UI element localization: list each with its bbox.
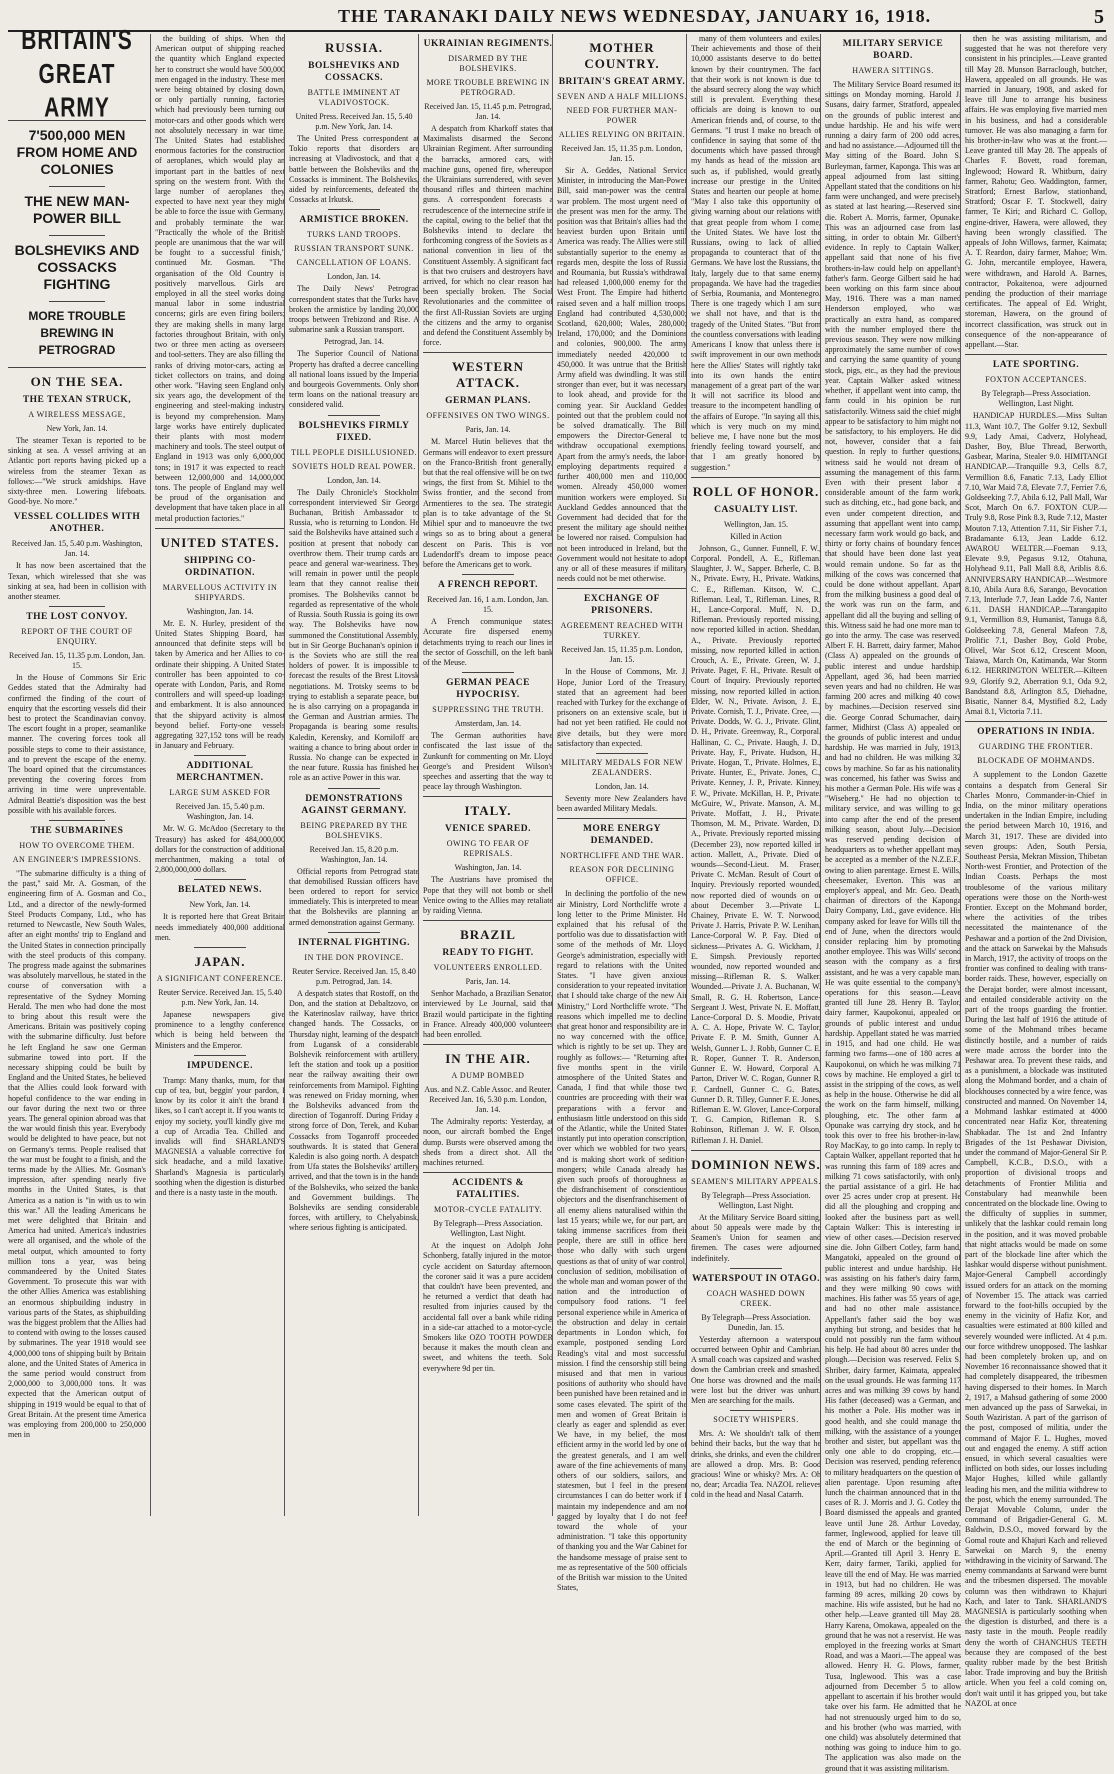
column-7 — [820, 34, 961, 1773]
article-text: A supplement to the London Gazette contains a despatch from General Sir Charles Monro, Commander-in-Chief in India, on the minor military operations undertaken in the Indian Empire, including the period between March 10, 1916, and March 31, 1917. These are divided into seven groups: Aden, South Persia, Southeast Persia, Mekran Mission, Thibetan North-west Frontier, and Protection of the Indian Coasts. Perhaps the most troublesome of the various military operations were those on the North-west Frontier. Except on the Mohmand border, where the activities of the tribes necessitated the maintenance of the Peshawar and a portion of the 2nd Division, and the attack on Sarwekai by the Mahsuds in March, 1917, the activity of troops on the frontier was confined to dealing with trans-border raids. These, however, especially on the Derajat border, were almost incessant, and entailed considerable activity on the part of the troops guarding the frontier. During the last half of 1916 the attitude of some of the Mohmand tribes became distinctly hostile, and a number of raids were made across the border into the Peshawar area. To prevent these raids, and as a punishment, a blockade was instituted along the Mohmand border, and a chain of blockhouses connected by a wire fence, was constructed and manned. On November 14, a Mohmand lashkar estimated at 4000 concentrated near Hafiz Kor, threatening Shabkadar. The 1st and 2nd Infantry Brigades of the 1st Peshawar Division, under the command of Major-General Sir P. Campbell, K.C.B., D.S.O., with a proportion of divisional troops and detachments of Frontier Militia and Constabulary had meanwhile been concentrated on the blockade line. Owing to the difficulty of supplies in summer, unlikely that the lashkar could remain long in the position, and it was moved probable that night attacks would be made on some part of the blockade line after which the lashkar would disperse without punishment. Major-General Campbell accordingly issued orders for an attack on the morning of November 15. The attack was carried forward to the foot-hills occupied by the enemy in the vicinity of Hafiz Kor, and casualties were estimated at 800 killed and severely wounded were inflicted. At 4 p.m. our force withdrew unopposed. The lashkar had been completely broken up, and on November 16 reconnaissance showed that it had completely disappeared, the tribesmen having dispersed to their homes. In March 2, 1917, a Mahsud gathering of some 2000 men advanced up the pass of Sarwekai, in South Waziristan. A part of the garrison of the post, composed of militia, under the command of Major F. L. Hughes, moved out and engaged the enemy. A stiff action ensued, in which several casualties were inflicted on both sides, our losses including Major Hughes, killed while gallantly leading his men, and the militia withdrew to the post, which the enemy surrounded. The Derajat Movable Column, under the command of Brigadier-General G. M. Baldwin, D.S.O., moved forward by the Gomal route and Khajuri Kach and relieved Sarwekai on March 9, the enemy withdrawing in the vicinity of Sarwand. The enemy commandants at Sarwand were burnt and the tribesmen dispersed. The movable column was then withdrawn to Khajuri Kach, and later to Tank. SHARLAND'S MAGNESIA is particularly soothing when the digestion is disturbed, and there is a nasty taste in the mouth. People readily deny the worth of CHANCHUS TEETH because they are composed of the best quality rubber made by the best British labor. Trade improving and buy the British article. When you feel a cold coming on, don't wait until it has gripped you, but take NAZOL at once — [965, 770, 1107, 1708]
subheading-reprisals: OWING TO FEAR OF REPRISALS. — [446, 839, 530, 859]
subheading-allies-relying: ALLIES RELYING ON BRITAIN. — [558, 130, 686, 139]
section-heading-air: IN THE AIR. — [445, 1051, 531, 1067]
subheading-transport: RUSSIAN TRANSPORT SUNK. — [294, 244, 414, 254]
article-text: It has now been ascertained that the Texan, which wirelessed that she was sinking at sea, had been in collision with another steamer. — [8, 561, 146, 602]
headline-man-power-bill: THE NEW MAN-POWER BILL — [24, 193, 130, 226]
subheading-energy: MORE ENERGY DEMANDED. — [582, 824, 662, 847]
subheading-court: REPORT OF THE COURT OF ENQUIRY. — [21, 627, 133, 647]
dateline: United Press. Received Jan. 15, 5.40 p.m. New York, Jan. 14. — [295, 112, 413, 131]
subheading-fixed: BOLSHEVIKS FIRMLY FIXED. — [298, 420, 410, 443]
casualty-list: Johnson, G., Gunner. Funnell, F. W., Corporal. Pondell, A. E., Rifleman. Slaughter, J. W., Sapper. Brherle, C. B. N., Private. Ewry, H., Private. Watkins, C. E., Rifleman. Kitson, W. C., Rifleman. Leal, T., Rifleman. Lines, R. H., Lance-Corporal. Muff, N. D., Rifleman. Previously reported missing, now reported killed in action. Sheddan, A., Private. Previously reported missing, now reported killed in action. Crouch, A. E., Private. Green, W. J., Private. Paget, F. H., Private. Result of Court of Inquiry. Previously reported missing, now reported killed in action. Elder, W. N., Private. Avison, J. E., Private. Cornish, T. J., Private. Cree, —, Private. Dodds, W. G. J., Private. Glint, D. H., Private. Greenway, R., Corporal. Hallinan, C. C., Private. Haugh, J. D., Private. Hay, F., Private. Hudson, H., Private. Hogan, T., Private. Holmes, E., Private. Hunter, E., Private. Jones, C., Private. Kenney, J. P., Private. Kinney, F. W., Private. McKillan, H. P., Private. McGuire, W., Private. Manson, A. M., Private. Moffatt, J. H., Private. Thomson, M. M., Private. Warden, D. A., Private. Previously reported missing (December 23), now reported killed in action. Mallett, A., Private. Died of wounds—Second-Lieut. M. Fraser, Private C. McMan. Result of Court of Inquiry. Previously reported wounded, now reported died of wounds on or about December 3.—Private L. Chainey, Private E. W. T. Norwood, Private J. Harris, Private P. W. Lenihan, Lance-Corporal W. P. Fay. Died of sickness—Privates A. G. Wickham, J. E. Simpsh. Previously reported wounded, now reported wounded and missing—Rifleman R. S. Walker. Wounded.—Private J. A. Buchanan, W. Small, R. G. H. Robertson, Lance-Sergeant J. West, Private N. E. Moffatt, Lance-Corporal D. S. Moodie, Private A. C. A. Hope, Private W. C. Taylor, Private F. P. M. Smith, Gunner A. Welsh, Gunner L. J. Robb, Gunner C. E. R. Roper, Gunner T. R. Anderson, Gunner E. W. Howard, Corporal A. Parton, Driver W. C. Rogan, Gunner R. F. Cardnell, Gunner C. G. Bates, Gunner D. R. Tilley, Gunner F. E. Jones, Rifleman E. W. Glover, Lance-Corporal T. G. Campion, Rifleman R. S. Robinson, Rifleman J. W. F. Olson, Rifleman J. H. Daniel. — [691, 543, 821, 1145]
subheading-demonstrations: DEMONSTRATIONS AGAINST GERMANY. — [301, 793, 407, 816]
article-text: Yesterday afternoon a waterspout occurred between Ophir and Cambrian. A small coach was capsized and washed down the Cambrian creek and smashed. One horse was drowned and the mails were lost but the driver was unhurt. Men are searching for the mails. — [691, 1334, 821, 1405]
subheading-killed: Killed in Action — [730, 531, 782, 541]
article-text: Seventy more New Zealanders have been awarded Military Medals. — [557, 793, 687, 814]
article-text: Mr. W. G. McAdoo (Secretary to the Treasury) has asked for 484,000,000 dollars for the construction of additional merchantmen, making a total of 2,800,000,000 dollars. — [155, 824, 285, 875]
page-number: 5 — [1094, 6, 1104, 28]
dateline: Washington, Jan. 14. — [454, 863, 522, 873]
subheading-merchantmen: ADDITIONAL MERCHANTMEN. — [176, 761, 264, 784]
subheading-frontier: GUARDING THE FRONTIER. — [978, 742, 1094, 752]
article-text: Sir A. Geddes, National Service Minister, in introducing the Man-Power Bill, said man-power was the central war problem. The most urgent need of the present was men for the army. The position was that Britain's allies had the heaviest burden upon Britain until America was ready. The Allies were still substantially superior to the enemy as regards men, despite the loss of Russia and Roumania, but Russia's withdrawal had released 1,000,000 enemy for the West Front. The Empire had hitherto raised seven and a half million troops. England had contributed 4,530,000; Scotland, 620,000; Wales, 280,000; Ireland, 170,000; and the Dominions and colonies, 900,000. The army immediately needed 420,000 to 450,000. It was untrue that the British Army afield was dwindling. It was still stronger than ever, but it was necessary to look ahead, and provide for the coming year. Sir Auckland Geddes pointed out that the problem could not be solved dramatically. The Bill empowers the Director-General to withdraw occupational exemptions. Apart from the army's needs, the labor-employing departments required a further 400,000 men and 110,000 women. Already 450,000 women munition workers were employed. Sir Auckland Geddes announced that the Government had decided that for the present the military age should neither be lowered nor raised. Compulsion had not been introduced in Ireland, but the Government would not hesitate to adopt any or all of these measures if military needs could not be met otherwise. — [557, 166, 687, 584]
subheading-medals: MILITARY MEDALS FOR NEW ZEALANDERS. — [561, 757, 683, 777]
article-text: At the Military Service Board sitting, about 50 appeals were made by the Seamen's Union for seamen and firemen. The cases were adjourned indefinitely. — [691, 1212, 821, 1263]
dateline: Aus. and N.Z. Cable Assoc. and Reuter. Received Jan. 16, 5.30 p.m. London, Jan. 14. — [424, 1085, 552, 1115]
section-heading-mother-country: MOTHER COUNTRY. — [584, 40, 660, 71]
subheading-ukrainian: UKRAINIAN REGIMENTS. — [423, 39, 553, 49]
column-5 — [552, 34, 687, 1593]
article-text: The Daily News' Petrograd correspondent states that the Turks have broken the armistice by landing 20,000 troops between Trebizond and Rise. A submarine sank a Russian transport. — [289, 284, 419, 335]
subheading-lost-convoy: THE LOST CONVOY. — [26, 612, 128, 623]
article-text: "The submarine difficulty is a thing of the past," said Mr. A. Gosman, of the engineering firm of A. Gosman and Co., Ltd., and a director of the newly-formed Steel Products Company, Ltd., who has returned to Newcastle, New South Wales, after an eight months' trip to England and the United States in connection principally with the steel products of this company. The progress made against the submarines was absolutely marvellous, he stated in the course of conversation with a representative of the Sydney Morning Herald. The men who had done the most to bring about this result were the Americans. Britain was positively coping with the submarine difficulty. Just before he left England he saw one German submarine towed into port. If the necessary shipping could be built by England and the United States, he believed that the Allies could look forward with hopeful confidence to the war ending in our favor during the next two or three years. The general opinion abroad was that the war would finish this year. Everybody would be delighted to have peace, but not on Germany's terms. People realised that the war must be fought to a finish, and the terms made by the Allies. Mr. Gosman's impression, after spending nearly five months in the United States, is that America as a nation is "in with us to win this war." All the leading Americans he met were delighted that Britain and America had united. America's industries were all organised, and the whole of the metal output, which amounted to forty million tons a year, was being commandeered by the United States Government. To prosecute this war with the other Allies America was establishing an enormous shipbuilding industry in various parts of the States, as shipbuilding was the biggest problem that the Allies had to contend with owing to the losses caused by submarines. The year 1918 would see 4,000,000 tons of shipping built by Britain alone, and the United States of America in the same period would construct from 2,000,000 to 3,000,000 tons. It was expected that the American output of shipping in 1919 would be equal to that of Great Britain. At the present time America was employing from 200,000 to 250,000 men in — [8, 869, 146, 1440]
subheading-wireless: A WIRELESS MESSAGE, — [28, 410, 126, 419]
dateline: Received Jan. 15, 8.20 p.m. Washington, Jan. 14. — [309, 844, 399, 864]
subheading-venice: VENICE SPARED. — [444, 824, 531, 835]
subheading-india: OPERATIONS IN INDIA. — [977, 727, 1095, 738]
subheading-hypocrisy: GERMAN PEACE HYPOCRISY. — [446, 678, 530, 701]
article-text: The Superior Council of National Property has drafted a decree cancelling all national loans issued by the Imperial and bourgeois Governments. Only short term loans on the national treasury are considered valid. — [289, 349, 419, 410]
article-text: Official reports from Petrograd state that demobilised Russian officers have been ordered to report for service immediately. This is interpreted to mean that the Bolsheviks are planning an armed demonstration against Germany. — [289, 866, 419, 927]
subheading-late-sporting: LATE SPORTING. — [992, 360, 1080, 371]
subheading-great-army: BRITAIN'S GREAT ARMY. — [558, 77, 686, 87]
subheading-don: IN THE DON PROVINCE. — [304, 952, 404, 962]
dateline: London, Jan. 14. — [595, 781, 649, 791]
article-text: M. Marcel Hutin believes that the Germans will endeavor to exert pressure on the Franco-British front generally, but that the real offensive will be on two wings, the first from St. Mihiel to the Swiss frontier, and the second from Armentieres to the sea. The strategic plan is to take advantage of the St. Mihiel spur and to manoeuvre the two wings so as to bring about a general descent on Paris. This is von Ludendorff's dream to impose peace before the Americans get to work. — [423, 437, 553, 569]
column-4 — [418, 34, 553, 1516]
subheading-brewing: MORE TROUBLE BREWING IN PETROGRAD. — [426, 78, 550, 97]
article-text: Japanese newspapers give prominence to a lengthy conference which is being held between the Ministers and the Emperor. — [155, 1010, 285, 1050]
subheading-bolsheviks-cossacks: BOLSHEVIKS AND COSSACKS. — [308, 61, 400, 83]
dateline: By Telegraph—Press Association. Wellington, Last Night. — [701, 1190, 811, 1210]
subheading-seamen: SEAMEN'S MILITARY APPEALS. — [691, 1176, 821, 1186]
article-text: In the House of Commons, Mr. J. Hope, Junior Lord of the Treasury, stated that an agreement had been reached with Turkey for the exchange of prisoners on an extensive scale, but it had not yet been ratified. He could not give details, but they were more satisfactory than expected. — [557, 667, 687, 748]
dateline: London, Jan. 14. — [327, 475, 381, 485]
subheading-dump: A DUMP BOMBED — [451, 1071, 525, 1081]
column-2 — [150, 34, 285, 1516]
subheading-loans: CANCELLATION OF LOANS. — [296, 258, 412, 268]
dateline: Reuter Service. Received Jan. 15, 5.40 p.m. New York, Jan. 14. — [158, 988, 282, 1008]
dateline: By Telegraph—Press Association. Wellington, Last Night. — [981, 389, 1091, 409]
subheading-waterspout: WATERSPOUT IN OTAGO. — [692, 1273, 820, 1284]
subheading-declining: REASON FOR DECLINING OFFICE. — [569, 865, 675, 885]
subheading-turks: TURKS LAND TROOPS. — [307, 230, 401, 240]
section-heading-western: WESTERN ATTACK. — [451, 359, 525, 391]
dateline: Paris, Jan. 14. — [465, 425, 511, 435]
article-text: The Daily Chronicle's Stockholm correspondent interviewed Sir George Buchanan, British Ambassador to Russia, who is returning to London. He said the Bolsheviks have attained such a position at present that nobody can overthrow them. Their trump cards are peace and general war-weariness. They will remain in power until the people learn that they cannot realise their promises. The Bolsheviks cannot be regarded as representative of the whole of Russia. South Russia is going its own way. The Bolsheviks have now summoned the Constitutional Assembly, but in Sir George Buchanan's opinion it is the Soviets who are still the real holders of power. It is impossible to forecast the results of the Brest Litovsk negotiations. M. Trotsky seems to be trying to establish a separate peace, but he is also carrying on a propaganda in the German and Austrian armies. The Propaganda is bearing some results. Kaledin, Kerensky, and Korniloff are waiting a chance to bring about order in Russia. No change can be expected in the near future. Russia has finished her role as an active Power in this war. — [289, 487, 419, 783]
dateline: Received Jan. 15, 11.35 p.m. London, Jan. 15. — [561, 645, 683, 665]
article-text: The United Press correspondent at Tokio reports that disorders are increasing at Vladivostock, and that a battle between the Bolsheviks and the Cossacks is imminent. The Bolsheviks, aided by reinforcements, defeated the Cossacks at Irkutsk. — [289, 134, 419, 205]
section-heading-dominion: DOMINION NEWS. — [691, 1156, 821, 1172]
subheading-submarines: THE SUBMARINES — [30, 826, 124, 837]
dateline: Paris, Jan. 14. — [465, 977, 511, 987]
subheading-belated: BELATED NEWS. — [178, 885, 262, 896]
article-text: Mr. E. N. Hurley, president of the United States Shipping Board, has announced that definite steps will be taken by America and her Allies to co-ordinate their shipping. A United States controller has been appointed to co-operate with London, Paris, and Rome controllers and will speed-up loadings and embarkment. It is also announced that the shipyard activity is almost beyond belief. Forty-one vessels aggregating 327,152 tons will be ready in January and February. — [155, 618, 285, 751]
article-text: The Admiralty reports: Yesterday, at noon, our aircraft bombed the Engel dump. Bursts were observed among the sheds from a direct shot. All the machines returned. — [423, 1117, 553, 1167]
masthead — [8, 6, 1106, 32]
column-8 — [960, 34, 1107, 1708]
article-text: In the House of Commons Sir Eric Geddes stated that the Admiralty had confirmed the finding of the court of enquiry that the escorting vessels did their best to protect the Scandinavian convoy. The escort fought in a proper, seamanlike manner. The covering forces took all possible steps to come to their assistance, and to prevent the escape of the enemy. The board opined that the circumstances preventing the covering forces from arriving in time were unpreventable. Admiral Beattie's disposition was the best possible with his available forces. — [8, 673, 146, 815]
article-text: The steamer Texan is reported to be sinking at sea. A vessel arriving at an Atlantic port reports having picked up a wireless from the steamer Texan as follows:—"We struck amidships. Have sixty-three men. Lowering lifeboats. Good-bye. No more." — [8, 436, 146, 507]
subheading-disillusioned: TILL PEOPLE DISILLUSIONED. — [291, 447, 417, 457]
subheading-internal: INTERNAL FIGHTING. — [298, 937, 410, 948]
section-heading-russia: RUSSIA. — [325, 40, 383, 55]
article-text: the building of ships. When the American output of shipping reached the quantity which England expected her to construct she would have 500,000 men engaged in the industry. These men were being obtained by closing down, or only partially running, factories which had previously been turning out motor-cars and other goods which were not absolutely necessary in war time. The United States had established enormous factories for the construction of aeroplanes, which would play an important part in the battles of next spring on the western front. With the large number of aeroplanes they expected to have next year they might be able to force the issue with Germany, and probably terminate the war. "Practically the whole of the British people are unanimous that the war will be fought to a successful finish," continued Mr. Gosman. "The organisation of the Old Country is positively marvellous. Girls are employed in all the steel works doing manual labor in some industrial concerns; girls are even firing boilers; they are making shells in many large factories throughout Britain, with only two or three men acting as overseers and tool-setters. They are also filling the ranks of driving motor-cars, acting as ticket collectors on trains, and doing other work. "Having seen England only six years ago, the development of the engineering and steel-making industry is beyond my comprehension. Many large works have entirely duplicated their plants with most modern machinery and tools. The steel output of England in 1913 was only 6,000,000 tons; in 1917 it was expected to reach between 12,000,000 and 14,000,000 tons. The people of England may well be proud of the organisation and development that have taken place in all metal production factories." — [155, 34, 285, 523]
subheading-society: SOCIETY WHISPERS. — [713, 1415, 799, 1425]
subheading-battle: BATTLE IMMINENT AT VLADIVOSTOCK. — [307, 88, 401, 107]
column-1 — [8, 25, 146, 1516]
subheading-volunteers: VOLUNTEERS ENROLLED. — [433, 963, 543, 973]
subheading-msb: MILITARY SERVICE BOARD. — [842, 39, 944, 61]
subheading-impudence: IMPUDENCE. — [187, 1060, 253, 1071]
article-text: The German authorities have confiscated the last issue of the Zunkunft for commenting on Mr. Lloyd George's and President Wilson's speeches and asserting that the way to peace lay through Washington. — [423, 731, 553, 792]
subheading-armistice: ARMISTICE BROKEN. — [299, 215, 409, 226]
dateline: Amsterdam, Jan. 14. — [455, 719, 521, 729]
section-heading-sea: ON THE SEA. — [30, 374, 124, 389]
subheading-conference: A SIGNIFICANT CONFERENCE. — [156, 974, 284, 984]
subheading-vessel: VESSEL COLLIDES WITH ANOTHER. — [13, 512, 141, 535]
section-heading-italy: ITALY. — [464, 803, 512, 819]
subheading-millions: SEVEN AND A HALF MILLIONS. — [557, 92, 687, 101]
dateline: Washington, Jan. 14. — [186, 606, 254, 616]
dateline: Received Jan. 15, 5.40 p.m. Washington, Jan. 14. — [175, 802, 265, 822]
subheading-shipping: SHIPPING CO-ORDINATION. — [184, 555, 256, 578]
dateline: By Telegraph—Press Association. Dunedin, Jan. 15. — [701, 1312, 811, 1332]
article-text: A French communique states: Accurate fire dispersed enemy detachments trying to reach our lines in the sector of Gosschill, on the left bank of the Meuse. — [423, 617, 553, 667]
article-text: A despatch states that Rostoff, on the Don, and the station at Debaltzovo, on the Katerinoslav railway, have thrice changed hands. The Cossacks, on Thursday night, learning of the despatch from Lugansk of a considerable Bolshevik reinforcement with artillery, left the station and took up a position near the railway awaiting their own reinforcements from Marnipol. Fighting was renewed on Friday morning, when the Bolsheviks advanced from the direction of Toganroff. During Friday a strong force of Don, Terek, and Kuban Cossacks from Toganroff proceeded southwards. It is stated that General Kaledin is also going north. A despatch from Ufa states the Bolsheviks' artillery arrived, and that the town is in the hands of the Bolsheviks, who seized the banks and Government buildings. The Bolsheviks are sending considerable forces, with artillery, to Chelyabinsk, where serious fighting is anticipated. — [289, 988, 419, 1233]
dateline: New York, Jan. 14. — [189, 900, 251, 910]
subheading-coach: COACH WASHED DOWN CREEK. — [706, 1288, 806, 1308]
subheading-hawera: HAWERA SITTINGS. — [852, 66, 934, 75]
subheading-foxton: FOXTON ACCEPTANCES. — [985, 375, 1087, 385]
section-heading-united-states: UNITED STATES. — [160, 534, 280, 550]
dateline: By Telegraph—Press Association. Wellington, Last Night. — [433, 1219, 543, 1239]
dateline: Reuter Service. Received Jan. 15, 8.40 p.m. Petrograd, Jan. 14. — [292, 966, 416, 986]
dateline: Received Jan. 15, 11.35 p.m. London, Jan. 15. — [561, 144, 683, 163]
article-text: The Military Service Board resumed its sittings on Monday morning. Harold J. Susans, dairy farmer, Stratford, appealed on the grounds of public interest and undue hardship. He and his wife were running a dairy farm of 200 odd acres, and had no assistance.—Adjourned till the May sitting of the Board. John S. Burleyman, farmer, Kaponga. This was an appeal adjourned from last sitting. Appellant stated that the conditions on his farm were unchanged, and were precisely as stated at last hearing.—Reserved sine die. Robert A. Morris, farmer, Opunake. This was an adjourned case from last sitting, in order to obtain Mr. Gilbert's evidence. In reply to Captain Walker, appellant said that none of his five brothers-in-law could help on appellant's father's farm. George Gilbert said he had been working on this farm since about May, 1916. There was a man named Henderson employed, who was practically an extra hand, as compared with the number employed there the previous season. They were now milking approximately the same number of cows and carrying the same quantity of young stock, pigs, etc., as they had the previous year. Captain Walker asked witness whether, if appellant went into camp, the farm could in his opinion be run satisfactorily. Witness said the chief might appear to be satisfactory to him might not be satisfactory, to his employers. He did not, however, consider that a fair question. In reply to further questions, witness said he would not dream of assuming the management of this farm. Even with their present labor a considerable amount of the farm work, such as ditching, etc., had gone back, and even under competent direction, and assuming that appellant went into camp, necessary farm work would go back, and thirty or forty chains of boundary fences that should have been done last year would remain undone. So far as the milking of the cows was concerned that could be done without appellant. Apart from the milking business a good deal of the work was run on the farm, and appellant did all the buying and selling of this. Witness said he had one more man to go into the army. The case was reserved. Albert F. H. Barrett, dairy farmer, Mahoe (Class A) appealed on the grounds of public interest and undue hardship. Appellant, aged 36, had been married seven years and had no children. He was farming 200 acres and milking 40 cows by machines.—Decision reserved sine die. George Conrad Schumacher, dairy farmer, Midhirst (Class A) appealed on the grounds of public interest and undue hardship. He was married in July, 1913, and had no children. He was milking 32 cows by machine. So far as his nationality was concerned, his father was Swiss and his mother a German Pole. His wife was a "Wiseberg." He had no objection to military service, and was willing to go into camp after the end of the present milking season, about July.—Decision was reserved pending decision of headquarters as to whether appellant may be accepted as a member of the N.Z.E.F., owing to alien parentage. Ernest E. Wills, cheesemaker, Everton. This was an employer's appeal, and Mr. Geo. Death, chairman of directors of the Kaponga Dairy Company, Ltd., gave evidence. His company asked for leave for Wills till the end of June, when the directors would consider replacing him by promoting another employee. This was Wills' second season with the company as a first assistant, and he was a very capable man. He was quite essential to the company's operations for this season.—Leave granted till June 28. Henry B. Taylor, dairy farmer, Kaupokonui, appealed on grounds of public interest and undue hardship. Appellant stated he was married in 1915, and had one child. He was farming two farms—one of 180 acres at Kaupokonui, on which he was milking 71 cows by machine. He employed a girl to assist in the stripping of the cows, as well as help in the house. Otherwise he did all the work on the farm himself, milking, ploughing, etc. The other farm at Opunake was carrying dry stock, and he took this over to free his brother-in-law, Roy MacKay, to go into camp. In reply to Captain Walker, appellant reported that he was running this farm of 189 acres and milking 71 cows satisfactorily, with only the partial assistance of a girl. He had over 25 acres under crop at present. He did all the ploughing and cropping and looked after the business part as well. Captain Walker: This is interesting in view of other cases.—Decision reserved sine die. John Gilbert Cotley, farm hand, Mangatoki, appealed on the ground of public interest and undue hardship. He was assisting on his father's dairy farm, and they were milking 90 cows with machines. His father was 55 years of age, and had no other male assistance. Appellant's father said the boy was anything but strong, and besides that he could not possibly run the farm without his help. He had about 80 acres under the plough.—Decision was reserved. Felix S. Shriber, dairy farmer, Kaimata, appealed on the usual grounds. He was farming 117 acres and was milking 39 cows by hand. His father (deceased) was a German, and his mother a Pole. His mother was in good health, and she could manage the milking, with the assistance of a younger brother and sister, but appellant was the only one able to do cropping, etc.—Decision was reserved, pending reference to military headquarters on the question of alien parentage. Upon resuming after lunch the chairman announced that in the cases of R. J. Morris and J. G. Cotley the Board dismissed the appeals and granted leave until June 28. Arthur Loveday, farmer, Inglewood, applied for leave till the end of March or the beginning of April.—Granted till April 3. Henry E. Kerr, dairy farmer, Tariki, applied for leave till the end of May. He was married in 1913, but had no children. He was farming 89 acres, milking 20 cows by machine. His wife assisted, but he had no other help.—Leave granted till May 28. Harry Karena, Omokawa, appealed on the ground that he was not a reservist. He was employed in the freezing works at Smart Road, and was a Maori.—The appeal was allowed. Henry H. G. Plows, farmer, Tusa, Inglewood. This was a case adjourned from December 5 to allow appellant to ascertain if his brother would take over his farm. He admitted that he had not strenuously urged him to do so, and his brother (who was married, with one child) was absolutely determined that nothing was going to induce him to go. The application was also made on the ground that it was assisting militarism. — [825, 80, 961, 1773]
dateline: Wellington, Jan. 15. — [723, 519, 788, 529]
subheading-ready: READY TO FIGHT. — [442, 948, 534, 959]
subheading-large-sum: LARGE SUM ASKED FOR — [169, 788, 271, 798]
headline-great-army: BRITAIN'S GREAT ARMY — [21, 25, 133, 124]
section-heading-roll-of-honor: ROLL OF HONOR. — [692, 483, 820, 499]
subheading-shipyards: MARVELLOUS ACTIVITY IN SHIPYARDS. — [162, 582, 278, 602]
dateline: New York, Jan. 14. — [46, 424, 108, 433]
dateline: London, Jan. 14. — [327, 272, 381, 282]
subheading-man-power: NEED FOR FURTHER MAN-POWER — [566, 106, 678, 125]
subheading-texan: THE TEXAN STRUCK, — [22, 395, 132, 405]
dateline: Received Jan. 16, 1 a.m. London, Jan. 15. — [427, 595, 549, 615]
subheading-mohmands: BLOCKADE OF MOHMANDS. — [977, 756, 1095, 766]
subheading-disarmed: DISARMED BY THE BOLSHEVIKS. — [448, 54, 528, 73]
article-text: A despatch from Kharkoff states that Maximalists disarmed the Second Ukrainian Regiment. After surrounding the barracks, armored cars, with machine guns, opened fire, whereupon the Ukrainians surrendered, with seven thousand rifles and thirteen machine guns. A correspondent forecasts a recrudescence of the internecine strife in the capital, owing to the belief that the Bolsheviks intend to declare the forthcoming congress of the Soviets as a national convention in lieu of the Constituent Assembly. A significant fact is that two cruisers and destroyers have arrived, for which no clear reason has been specially broken. The Social Revolutionaries and the committee of the first All-Russian Soviets are urging the citizens and the army to organise and defend the Constituent Assembly by force. — [423, 124, 553, 348]
article-text: The Austrians have promised the Pope that they will not bomb or shell Venice owing to the Allies may retaliate by raiding Vienna. — [423, 875, 553, 915]
article-text: Tramp: Many thanks, mum, for that cup of tea, but, beggin' your pardon, I know by its color it ain't the brand I likes, so I can't accept it. If you wants to enjoy my society, you'll kindly give me a cup of Arcadia Tea. Chilled and invalids will find SHARLAND'S MAGNESIA a valuable corrective for sick headache, and a mild laxative. Sharland's Magnesia is particularly soothing when the digestion is disturbed and there is a nasty taste in the mouth. — [155, 1075, 285, 1198]
article-text: It is reported here that Great Britain needs immediately 400,000 additional men. — [155, 912, 285, 942]
subheading-suppressing: SUPPRESSING THE TRUTH. — [432, 705, 544, 715]
subheading-engineer: AN ENGINEER'S IMPRESSIONS. — [12, 855, 142, 865]
article-text: HANDICAP HURDLES.—Miss Sultan 11.3, Want 10.7, The Golfer 9.12, Sexbull 9.9, Lady Amai, Cadverz, Holyhead, Dasher, Boy, Blue Thread, Berworth, Gasbear, Marina, Stealer 9.0. HIMITANGI HANDICAP.—Tranquille 9.3, Cells 8.7, Vermillion 8.6, Fanatic 7.13, Lady Elliot 7.10, War Maid 7.8, Elevate 7.7, Ferrier 7.6, Goldseeking 7.7, Abila 6.12, Pall Mall, War Scot, March On 6.7. FOXTON CUP.—Truly 9.8, Rose Pink 8.3, Rude 7.12, Master Mouton 7.13, Attention 7.11, Sir Fisher 7.1, Bradamante 6.13, Jean Ladde 6.12. AWAROU WELTER.—Foeman 9.13, Elevate 9.9, Pegasus 9.12, Otahuna, Holyhead 9.11, Pall Mall 8.8, Ariblis 8.6. ANNIVERSARY HANDICAP.—Westmore 8.10, Abila Aura 8.6, Sarango, Bevocation 7.13, Interlude 7.7, Jean Ladde 7.6, Nanter 6.11. DASH HANDICAP.—Tarangapito 9.1, Vermillion 8.9, Humanist, Tanuga 8.8, Goldseeking 7.8, General Mafeon 7.8, Prolific 7.1, Dasher Boy, Gold Probe, Olivel, War Scot 6.12, Crescent Moon, Taiawa, March On, Katimanda, War Storm 6.12. HERRINGTON WELTER.—Kilteen 9.9, Glorify 9.2, Aberration 9.1, Oda 9.2, Bandstand 8.8, Arlington 8.5, Diehadne, Bisatic, Nanner 8.4, Mystified 8.2, Lady Amai 8.1, Victoria 7.11. — [965, 411, 1107, 717]
dateline: Received Jan. 15, 11.35 p.m. London, Jan. 15. — [9, 651, 145, 671]
article-text: then he was assisting militarism, and suggested that he was not therefore very consistent in his principles.—Leave granted till May 28. Munson Barraclough, butcher, Hawera, appealed on all grounds. He was married in January, 1908, and asked for leave till June to arrange his business affairs. He was employing five married men in his business, and had a considerable turnover. He was also managing a farm for his brother-in-law who was at the front.—Leave granted till May 28. The appeals of Charles F. Bovett, road foreman, Inglewood; Howard R. Whitburn, dairy farmer, Rahotu; Geo. Waddington, farmer, Stratford; Ernest Barlow, stationhand, Stratford; Oscar F. T. Stockwell, dairy farmer, Te Kiri; and Richard C. Gollop, engine-driver, Hawera, were allowed, they having been wrongly classified. The appeals of John Willows, farmer, Kaimata; A. T. Reardon, dairy farmer, Mahoe; Wm. G. John, mercantile employee, Hawera, were withdrawn, and Harold A. Barnes, contractor, Pokaitenoa, were adjourned pending the production of their marriage certificates. The appeal of Ed. Wright, storeman, Hawera, on the ground of incorrect classification, was struck out in consequence of the non-appearance of appellant.—Star. — [965, 34, 1107, 350]
section-heading-brazil: BRAZIL — [460, 927, 516, 943]
subheading-prisoners: EXCHANGE OF PRISONERS. — [584, 594, 660, 617]
column-6 — [686, 34, 821, 1516]
section-heading-japan: JAPAN. — [194, 954, 246, 970]
article-text: At the inquest on Adolph John Schonberg, fatally injured in the motor-cycle accident on Saturday afternoon, the coroner said it was a pure accident that couldn't have been prevented, and he returned a verdict that death had resulted from injuries caused by the accidental fall over a bank while riding in a side-car attached to a motor-cycle. Smokers like OZO TOOTH POWDER because it makes the mouth clean and sweet, and whitens the teeth. Sold everywhere 9d per tin. — [423, 1241, 553, 1373]
subheading-turkey: AGREEMENT REACHED WITH TURKEY. — [560, 621, 684, 641]
subheading-northcliffe: NORTHCLIFFE AND THE WAR. — [560, 851, 684, 861]
subheading-casualty: CASUALTY LIST. — [714, 504, 798, 515]
dateline: Received Jan. 15, 11.45 p.m. Petrograd, Jan. 14. — [424, 102, 552, 121]
subheading-motor-cycle: MOTOR-CYCLE FATALITY. — [433, 1205, 543, 1215]
article-text: Senhor Machado, a Brazilian Senator, interviewed by Le Journal, said that Brazil would participate in the fighting in France. Already 400,000 volunteers had been enrolled. — [423, 989, 553, 1039]
subheading-overcome: HOW TO OVERCOME THEM. — [19, 841, 135, 851]
subheading-prepared: BEING PREPARED BY THE BOLSHEVIKS. — [300, 820, 408, 840]
subheading-german-plans: GERMAN PLANS. — [445, 396, 531, 407]
subheading-offensives: OFFENSIVES ON TWO WINGS. — [426, 411, 550, 421]
masthead-title: THE TARANAKI DAILY NEWS WEDNESDAY, JANUARY 16, 1918. — [338, 6, 932, 26]
article-text: many of them volunteers and exiles. Their achievements and those of their 10,000 assistants deserve to do better known by their countrymen. The fact that their work is not known is due to the absurd secrecy along the way which still is prevalent. Everything these officials are doing is known to our American friends and, of course, to the Germans. "I trust I make no breach of confidence in saying that some of the documents which have passed through my hands as head of the mission are such as, if published, would greatly increase our prestige in the United States and hearten our people at home. "May I also take this opportunity of giving warning about our relations with that great people from whom I come, the United States. We have lost the Russians, owing to lack of allied propaganda to counteract that of the Germans. We have lost the Russians, the Italy, largely due to that same enemy propaganda. We have had the tragedies of Serbia, Roumania, and Montenegro. There is one tragedy which I am sure we shall not have, and that is the tragedy of the United States. "But from the countless conversations with leading Americans I know that unless there is swift improvement in our own methods here the Allies' States will rightly take into its own hands the entire management of a great part of the war. It will not sacrifice its blood and treasure to the incompetent handling of the affairs of Europe. "In saying all this, which is very much on my mind, believe me, I have none but the most friendly feeling toward yourself, and that I am greatly honored by suggestion." — [691, 34, 821, 472]
article-text: In declining the portfolio of the new air Ministry, Lord Northcliffe wrote a long letter to the Prime Minister. He explained that his refusal of the portfolio was due to dissatisfaction with some of the methods of Mr. Lloyd George's administration, especially with regard to relations with the United States. "I have given anxious consideration to your repeated invitation that I should take charge of the new Air Ministry," Lord Northcliffe wrote. "The reasons which impelled me to decline that great honor and responsibility are in no way concerned with the office, which is rightly to be set up. They are roughly as follows:— "Returning after five months spent in the virile atmosphere of the United States and Canada, I find that while those two countries are proceeding with their war preparations with a fervor and enthusiasm little understood on this side of the Atlantic, while the United States instantly put into operation conscription, over which we wobbled for two years, and is making short work of sedition-mongers; while Canada already has given such proofs of thoroughness as the disfranchisement of conscientious objectors and the disenfranchisement of all enemy aliens naturalised within the last 15 years; while we, for our part, are taking immense sacrifices from their people, there are still in office here those who dally with such urgent questions as that of unity of war control, conclusion of sedition, mobilisation of the whole man and woman power of the nation and the introduction of compulsory food rations. "I feel personal experience while in America of the obstruction and delay in certain departments in London which, for example, postponed sending Lord Reading's vital and most successful mission. I find the censorship still being misused and that men in various positions of authority who should have been punished have been retained and in some cases elevated. The spirit of the men and women of Great Britain is clearly as eager and splendid as ever. We have, in my belief, the most efficient army in the world led by one of the greatest generals, and I am well aware of the fine achievements of many others of our soldiers, sailors, and statesmen, but I feel in the present circumstances I can do better work if I maintain my independence and am not gagged by loyalty that I do not feel toward the whole of your administration. "I take this opportunity of thanking you and the War Cabinet for the handsome message of praise sent to me as representative of the 500 officials of the British war mission to the United States, — [557, 889, 687, 1593]
article-text: Mrs. A: We shouldn't talk of them behind their backs, but the way that he drinks, she drinks, and even the children are allowed a drop. Mrs. B: Good gracious! Wine or whisky? Mrs. A: Oh no, dear; Arcadia Tea. NAZOL relieves cold in the head and Nasal Catarrh. — [691, 1429, 821, 1500]
subheading-french-report: A FRENCH REPORT. — [437, 580, 539, 591]
subheading-soviets: SOVIETS HOLD REAL POWER. — [292, 461, 416, 471]
headline-petrograd: MORE TROUBLE BREWING IN PETROGRAD — [28, 309, 126, 357]
column-3 — [284, 34, 419, 1516]
dateline: Received Jan. 15, 5.40 p.m. Washington, Jan. 14. — [11, 539, 143, 559]
dateline: Petrograd, Jan. 14. — [324, 337, 384, 347]
headline-bolsheviks-cossacks: BOLSHEVIKS AND COSSACKS FIGHTING — [14, 242, 140, 292]
subheading-accidents: ACCIDENTS & FATALITIES. — [452, 1178, 524, 1201]
headline-7500000-men: 7'500,000 MEN FROM HOME AND COLONIES — [16, 127, 138, 177]
